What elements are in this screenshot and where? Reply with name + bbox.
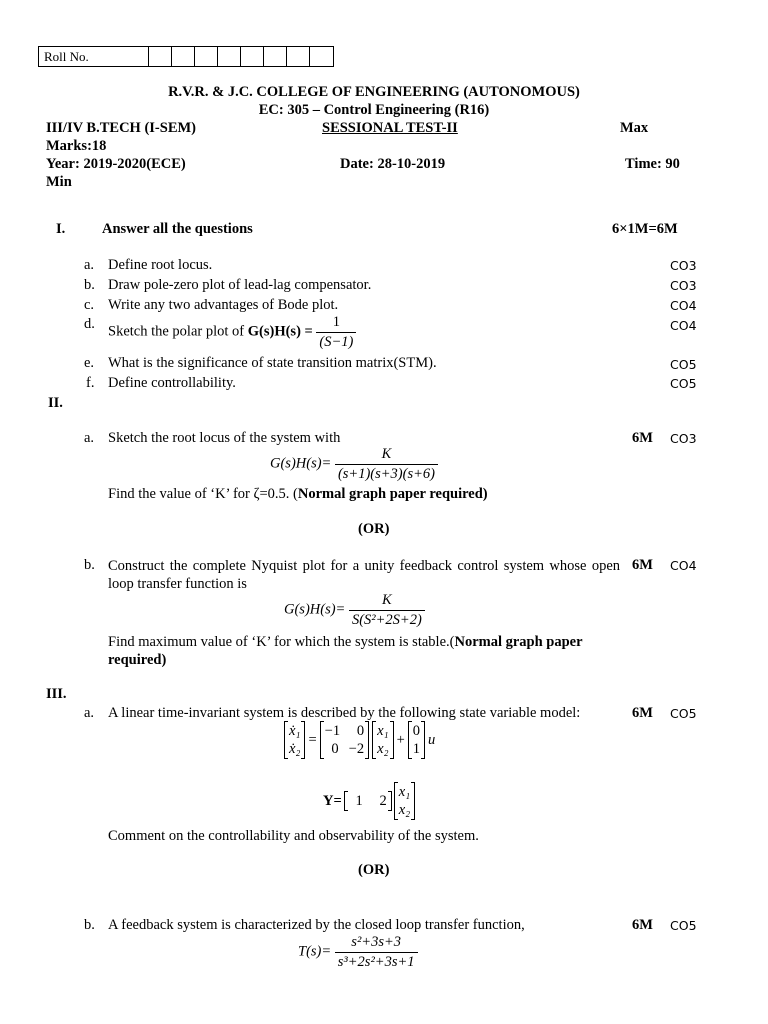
- plus-sign: +: [396, 731, 405, 748]
- output-matrix-c: [344, 791, 392, 811]
- output-equation: [323, 782, 415, 820]
- matrix-entry: 1: [355, 793, 363, 809]
- matrix-entry: 0: [356, 723, 365, 739]
- state-equation: [284, 721, 435, 759]
- or-label: (OR): [358, 862, 390, 878]
- question-text-part: Find the value of ‘K’ for ζ=0.5. (: [108, 486, 298, 502]
- co-label: CO3: [670, 258, 697, 273]
- question-text: What is the significance of state transition matrix(STM).: [108, 355, 437, 371]
- graph-paper-note: Normal graph paper required): [108, 634, 583, 668]
- fraction: [335, 446, 438, 482]
- roll-cell[interactable]: [264, 47, 287, 66]
- fraction: [349, 592, 425, 628]
- matrix-entry: x₁: [377, 723, 389, 739]
- co-label: CO5: [670, 706, 697, 721]
- program-label: III/IV B.TECH (I-SEM): [46, 120, 196, 136]
- min-label: Min: [46, 174, 72, 190]
- fraction-numerator: 1: [332, 314, 340, 330]
- matrix-entry: 1: [412, 741, 421, 757]
- co-label: CO4: [670, 298, 697, 313]
- question-text: A linear time-invariant system is described by the following state variable model:: [108, 705, 581, 721]
- roll-cell[interactable]: [241, 47, 264, 66]
- co-label: CO3: [670, 278, 697, 293]
- matrix-entry: x₁: [398, 784, 411, 800]
- section-1-number: I.: [56, 221, 66, 237]
- course-title: EC: 305 – Control Engineering (R16): [258, 102, 490, 118]
- matrix-entry: x₂: [398, 802, 411, 818]
- roll-number-box: [38, 46, 334, 67]
- question-text: [108, 314, 356, 350]
- output-label: Y=: [323, 792, 342, 809]
- equation-lhs: G(s)H(s)=: [284, 601, 346, 618]
- matrix-entry: x₂: [377, 741, 389, 757]
- roll-cell[interactable]: [218, 47, 241, 66]
- equation: [298, 934, 418, 970]
- matrix-entry: −2: [348, 741, 365, 757]
- or-label: (OR): [358, 521, 390, 537]
- co-label: CO5: [670, 376, 697, 391]
- section-1-title: Answer all the questions: [102, 221, 253, 237]
- fraction: [335, 934, 418, 970]
- equation: [270, 446, 438, 482]
- max-label: Max: [620, 120, 649, 136]
- question-letter: b.: [84, 557, 95, 573]
- fraction-denominator: (s+1)(s+3)(s+6): [335, 464, 438, 483]
- matrix-entry: ẋ₁: [289, 723, 301, 739]
- roll-cell[interactable]: [310, 47, 333, 66]
- question-letter: a.: [84, 257, 95, 273]
- state-derivative-vector: [284, 721, 305, 759]
- date-label: Date: 28-10-2019: [340, 156, 446, 172]
- matrix-entry: −1: [324, 723, 341, 739]
- equation-lhs: G(s)H(s)=: [270, 455, 332, 472]
- section-2-number: II.: [48, 395, 63, 411]
- question-text-part: Sketch the polar plot of: [108, 323, 248, 340]
- co-label: CO4: [670, 558, 697, 573]
- matrix-entry: 0: [331, 741, 339, 757]
- question-letter: c.: [84, 297, 95, 313]
- question-letter: b.: [84, 277, 95, 293]
- question-letter: b.: [84, 917, 95, 933]
- roll-cell[interactable]: [172, 47, 195, 66]
- question-text: [108, 486, 488, 503]
- marks-label: 6M: [632, 430, 653, 446]
- question-text: Write any two advantages of Bode plot.: [108, 297, 339, 313]
- question-text: A feedback system is characterized by the closed loop transfer function,: [108, 917, 525, 933]
- fraction-denominator: S(S²+2S+2): [349, 610, 425, 629]
- time-label: Time: 90: [625, 156, 680, 172]
- state-vector: [394, 782, 415, 820]
- equation: [284, 592, 425, 628]
- section-1-marks: 6×1M=6M: [612, 221, 678, 237]
- matrix-entry: 0: [412, 723, 421, 739]
- transfer-function-label: G(s)H(s) =: [247, 323, 313, 340]
- question-text: [108, 633, 620, 669]
- matrix-entry: 2: [379, 793, 387, 809]
- question-letter: e.: [84, 355, 95, 371]
- system-matrix-a: [320, 721, 369, 759]
- roll-number-label: Roll No.: [39, 47, 149, 66]
- question-text: Comment on the controllability and observability of the system.: [108, 828, 479, 844]
- fraction-numerator: K: [381, 446, 392, 462]
- roll-cell[interactable]: [287, 47, 310, 66]
- question-text-part: Find maximum value of ‘K’ for which the system is stable.(: [108, 634, 455, 650]
- question-text: Draw pole-zero plot of lead-lag compensator.: [108, 277, 372, 293]
- graph-paper-note: Normal graph paper required): [297, 486, 488, 502]
- marks-label: Marks:18: [46, 138, 107, 154]
- co-label: CO5: [670, 357, 697, 372]
- co-label: CO4: [670, 318, 697, 333]
- roll-cell[interactable]: [195, 47, 218, 66]
- question-text: Define root locus.: [108, 257, 213, 273]
- input-variable: u: [428, 731, 436, 748]
- year-label: Year: 2019-2020(ECE): [46, 156, 186, 172]
- question-letter: d.: [84, 316, 95, 332]
- fraction-denominator: (S−1): [316, 332, 356, 351]
- state-vector: [372, 721, 393, 759]
- test-title: SESSIONAL TEST-II: [322, 120, 458, 136]
- equation-lhs: T(s)=: [298, 943, 332, 960]
- college-name: R.V.R. & J.C. COLLEGE OF ENGINEERING (AUTONOMOUS): [168, 84, 580, 100]
- question-letter: f.: [86, 375, 95, 391]
- question-letter: a.: [84, 705, 95, 721]
- marks-label: 6M: [632, 705, 653, 721]
- fraction-numerator: s²+3s+3: [351, 934, 401, 950]
- marks-label: 6M: [632, 917, 653, 933]
- roll-cell[interactable]: [149, 47, 172, 66]
- co-label: CO3: [670, 431, 697, 446]
- question-letter: a.: [84, 430, 95, 446]
- question-text: Sketch the root locus of the system with: [108, 430, 341, 446]
- question-text: Define controllability.: [108, 375, 236, 391]
- marks-label: 6M: [632, 557, 653, 573]
- input-matrix-b: [408, 721, 425, 759]
- fraction: [316, 314, 356, 350]
- matrix-entry: ẋ₂: [289, 741, 301, 757]
- fraction-denominator: s³+2s²+3s+1: [335, 952, 418, 971]
- co-label: CO5: [670, 918, 697, 933]
- section-3-number: III.: [46, 686, 67, 702]
- equals-sign: =: [308, 731, 317, 748]
- question-text: Construct the complete Nyquist plot for a unity feedback control system whose open loop transfer function is: [108, 558, 620, 592]
- fraction-numerator: K: [382, 592, 392, 608]
